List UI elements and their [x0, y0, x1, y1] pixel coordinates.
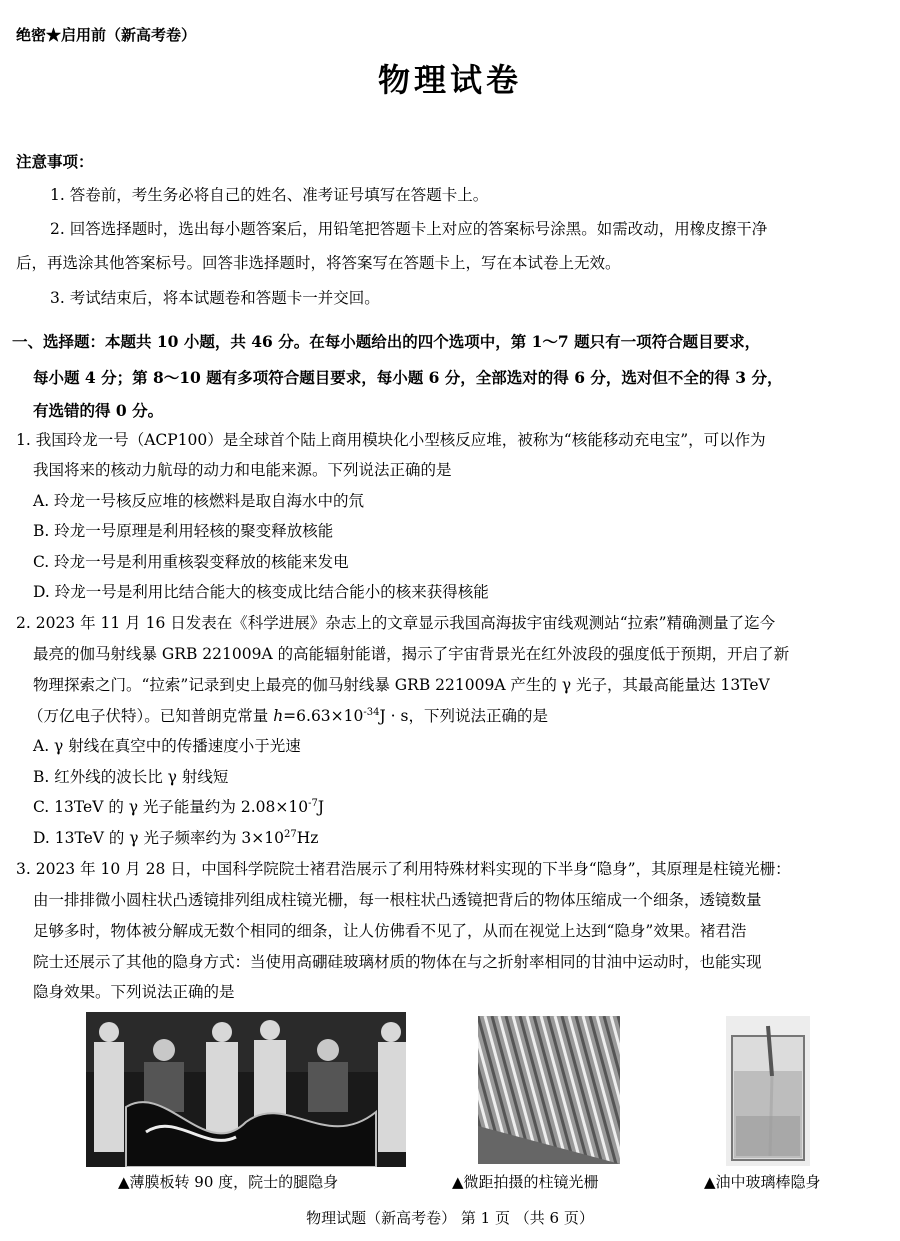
q3-stem-cont3: 院士还展示了其他的隐身方式：当使用高硼硅玻璃材质的物体在与之折射率相同的甘油中运动时，也能实现	[33, 953, 762, 971]
q2-text-c: J · s，下列说法正确的是	[379, 707, 548, 725]
planck-symbol: h	[273, 707, 284, 725]
q2-d-unit: Hz	[296, 829, 319, 847]
figure-caption-3: ▲油中玻璃棒隐身	[704, 1173, 821, 1191]
q1-stem-cont: 我国将来的核动力航母的动力和电能来源。下列说法正确的是	[33, 461, 452, 479]
q2-exponent: -34	[363, 706, 380, 718]
q2-c-unit: J	[317, 798, 325, 816]
page-footer: 物理试题（新高考卷） 第 1 页 （共 6 页）	[306, 1209, 594, 1227]
q2-d-exponent: 27	[284, 828, 297, 840]
note-item-2: 2. 回答选择题时，选出每小题答案后，用铅笔把答题卡上对应的答案标号涂黑。如需改动，用橡皮擦干净	[50, 220, 768, 238]
q2-stem-cont3	[28, 706, 548, 726]
lenticular-grating-photo	[478, 1016, 620, 1164]
q2-option-a: A. γ 射线在真空中的传播速度小于光速	[33, 737, 301, 755]
confidential-label: 绝密★启用前（新高考卷）	[16, 26, 197, 44]
q2-stem: 2. 2023 年 11 月 16 日发表在《科学进展》杂志上的文章显示我国高海拔宇宙线观测站“拉索”精确测量了迄今	[16, 614, 776, 632]
q2-c-exponent: -7	[308, 797, 318, 809]
page-title: 物理试卷	[377, 61, 522, 99]
section-heading-cont2: 有选错的得 0 分。	[33, 401, 164, 420]
stage-photo-drawing	[86, 1012, 406, 1167]
grating-drawing	[478, 1016, 620, 1164]
notes-heading: 注意事项：	[16, 152, 94, 171]
q2-stem-cont: 最亮的伽马射线暴 GRB 221009A 的高能辐射能谱，揭示了宇宙背景光在红外波段的强度低于预期，开启了新	[33, 645, 790, 663]
q2-option-c	[33, 797, 324, 817]
q2-c-text: C. 13TeV 的 γ 光子能量约为 2.08×10	[33, 798, 309, 816]
stage-photo	[86, 1012, 406, 1167]
q1-option-d: D. 玲龙一号是利用比结合能大的核变成比结合能小的核来获得核能	[33, 583, 489, 601]
q1-option-a: A. 玲龙一号核反应堆的核燃料是取自海水中的氘	[33, 492, 365, 510]
q2-d-text: D. 13TeV 的 γ 光子频率约为 3×10	[33, 829, 284, 847]
q2-option-b: B. 红外线的波长比 γ 射线短	[33, 768, 229, 786]
figure-caption-1: ▲薄膜板转 90 度，院士的腿隐身	[118, 1173, 339, 1191]
figure-caption-2: ▲微距拍摄的柱镜光栅	[452, 1173, 599, 1191]
note-item-3: 3. 考试结束后，将本试题卷和答题卡一并交回。	[50, 289, 380, 307]
section-heading-cont: 每小题 4 分；第 8～10 题有多项符合题目要求，每小题 6 分，全部选对的得 6 分，选对但不全的得 3 分，	[33, 368, 783, 387]
q2-stem-cont2: 物理探索之门。“拉索”记录到史上最亮的伽马射线暴 GRB 221009A 产生的 γ 光子，其最高能量达 13TeV	[33, 676, 770, 694]
q3-stem-cont2: 足够多时，物体被分解成无数个相同的细条，让人仿佛看不见了，从而在视觉上达到“隐身”效果。褚君浩	[33, 922, 747, 940]
note-item-2-cont: 后，再选涂其他答案标号。回答非选择题时，将答案写在答题卡上，写在本试卷上无效。	[16, 254, 621, 272]
section-heading: 一、选择题：本题共 10 小题，共 46 分。在每小题给出的四个选项中，第 1～7 题只有一项符合题目要求，	[12, 332, 761, 351]
q3-stem-cont4: 隐身效果。下列说法正确的是	[33, 983, 235, 1001]
q1-option-b: B. 玲龙一号原理是利用轻核的聚变释放核能	[33, 522, 334, 540]
glass-drawing	[726, 1016, 810, 1166]
q1-stem: 1. 我国玲龙一号（ACP100）是全球首个陆上商用模块化小型核反应堆，被称为“核能移动充电宝”，可以作为	[16, 431, 766, 449]
q3-stem-cont: 由一排排微小圆柱状凸透镜排列组成柱镜光栅，每一根柱状凸透镜把背后的物体压缩成一个细条，透镜数量	[33, 891, 762, 909]
q1-option-c: C. 玲龙一号是利用重核裂变释放的核能来发电	[33, 553, 349, 571]
q2-option-d	[33, 828, 318, 848]
q3-stem: 3. 2023 年 10 月 28 日，中国科学院院士褚君浩展示了利用特殊材料实现的下半身“隐身”，其原理是柱镜光栅：	[16, 860, 791, 878]
glass-in-oil-photo	[726, 1016, 810, 1166]
q2-text-a: （万亿电子伏特）。已知普朗克常量	[28, 707, 274, 725]
note-item-1: 1. 答卷前，考生务必将自己的姓名、准考证号填写在答题卡上。	[50, 186, 489, 204]
q2-text-b: =6.63×10	[283, 707, 364, 725]
